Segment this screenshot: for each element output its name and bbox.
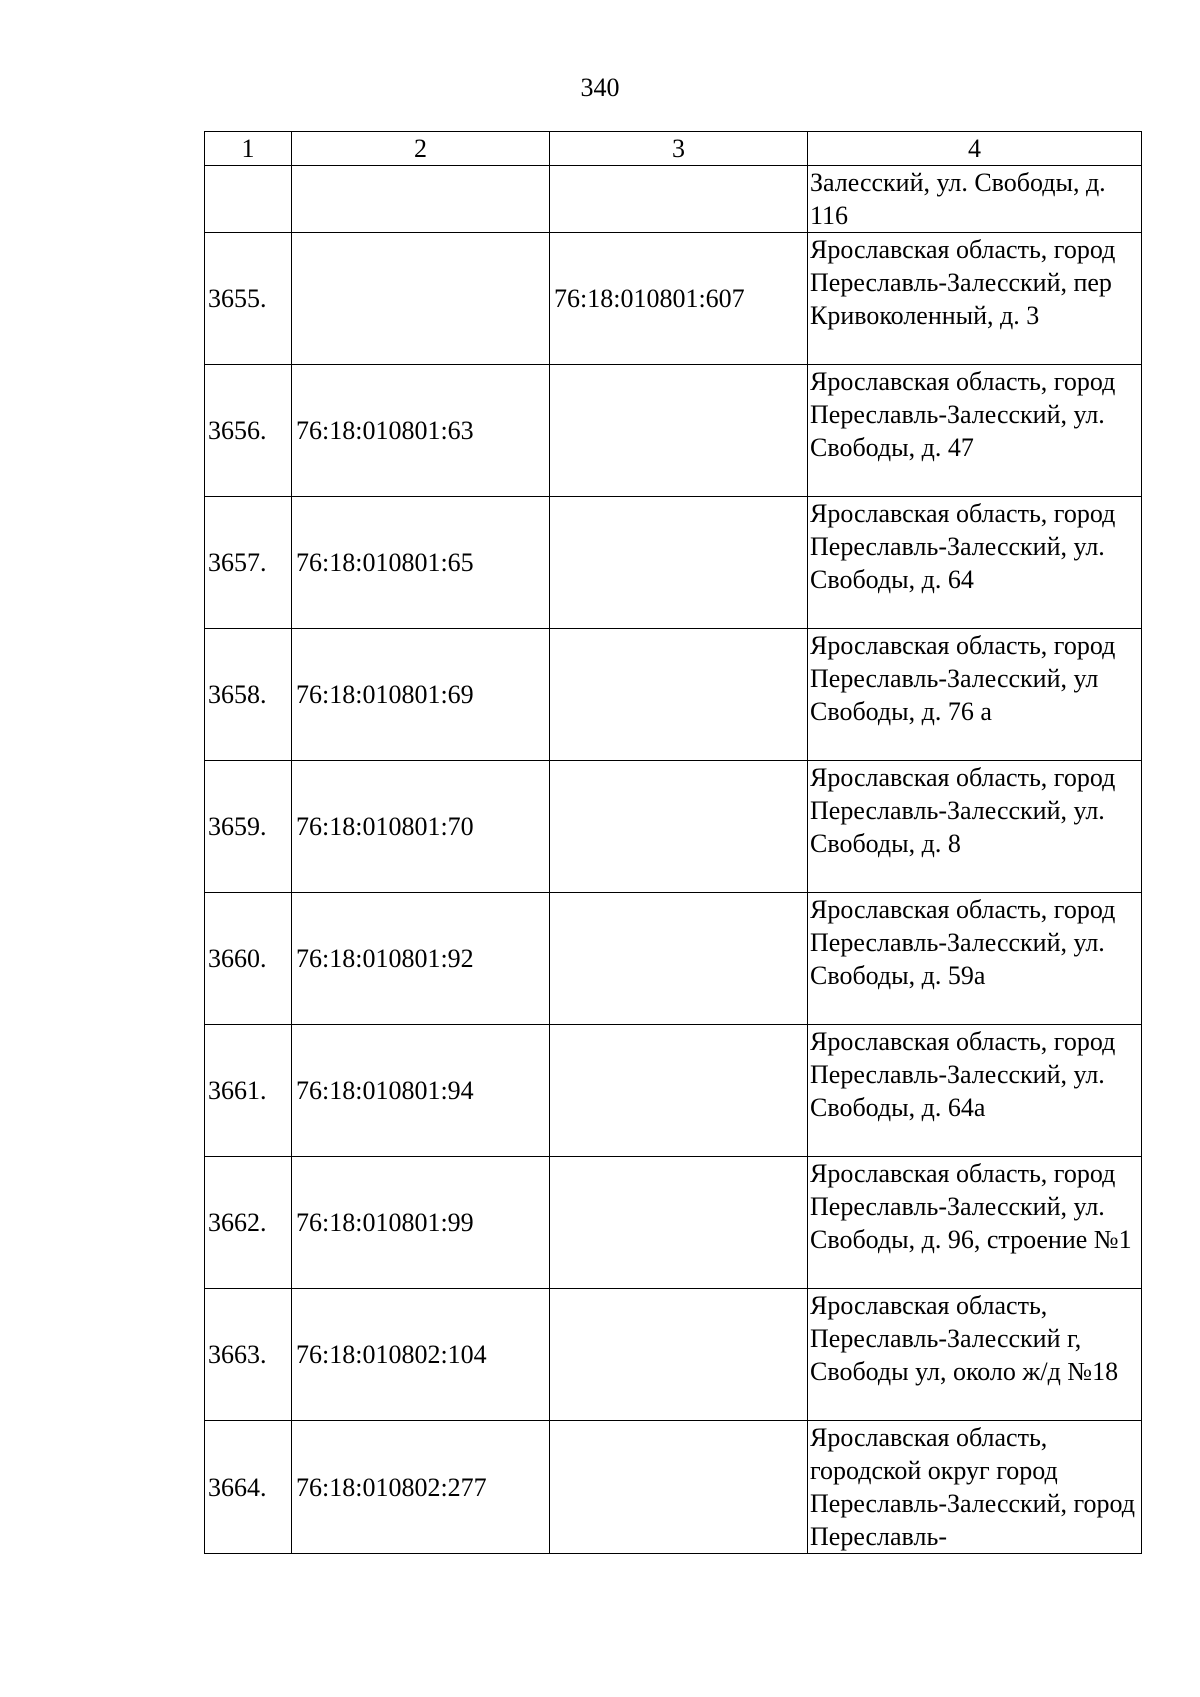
registry-table [204,131,1142,1554]
cadastral-number-col2: 76:18:010801:92 [292,893,550,1025]
row-number: 3658. [205,629,292,761]
header-col-1: 1 [205,132,292,166]
cadastral-number-col3 [550,497,808,629]
header-col-3: 3 [550,132,808,166]
address-cell: Ярославская область, город Переславль-Залесский, пер Кривоколенный, д. 3 [808,233,1142,365]
cadastral-number-col2 [292,166,550,233]
table-row [205,365,1142,497]
row-number: 3664. [205,1421,292,1554]
row-number: 3663. [205,1289,292,1421]
address-cell: Ярославская область, город Переславль-Залесский, ул. Свободы, д. 59а [808,893,1142,1025]
cadastral-number-col3 [550,629,808,761]
address-cell: Ярославская область, город Переславль-Залесский, ул Свободы, д. 76 а [808,629,1142,761]
table-row [205,1025,1142,1157]
cadastral-number-col2: 76:18:010802:277 [292,1421,550,1554]
table-row [205,1289,1142,1421]
page-number: 340 [580,73,620,102]
address-cell: Ярославская область, город Переславль-Залесский, ул. Свободы, д. 64а [808,1025,1142,1157]
cadastral-number-col3: 76:18:010801:607 [550,233,808,365]
cadastral-number-col3 [550,1157,808,1289]
table-row [205,1421,1142,1554]
address-cell: Ярославская область, город Переславль-Залесский, ул. Свободы, д. 47 [808,365,1142,497]
row-number: 3657. [205,497,292,629]
cadastral-number-col2: 76:18:010801:70 [292,761,550,893]
table-row [205,893,1142,1025]
table-row [205,497,1142,629]
cadastral-number-col2: 76:18:010801:99 [292,1157,550,1289]
row-number: 3662. [205,1157,292,1289]
address-cell: Ярославская область, город Переславль-Залесский, ул. Свободы, д. 64 [808,497,1142,629]
row-number: 3661. [205,1025,292,1157]
cadastral-number-col3 [550,1025,808,1157]
cadastral-number-col3 [550,166,808,233]
address-cell: Ярославская область, Переславль-Залесский г, Свободы ул, около ж/д №18 [808,1289,1142,1421]
row-number [205,166,292,233]
row-number: 3655. [205,233,292,365]
address-cell: Ярославская область, городской округ город Переславль-Залесский, город Переславль- [808,1421,1142,1554]
table-row-continuation [205,166,1142,233]
table-row [205,761,1142,893]
address-cell: Ярославская область, город Переславль-Залесский, ул. Свободы, д. 96, строение №1 [808,1157,1142,1289]
cadastral-number-col3 [550,1421,808,1554]
header-col-4: 4 [808,132,1142,166]
cadastral-number-col2: 76:18:010801:94 [292,1025,550,1157]
table-row [205,233,1142,365]
cadastral-number-col3 [550,761,808,893]
row-number: 3656. [205,365,292,497]
cadastral-number-col2: 76:18:010801:69 [292,629,550,761]
row-number: 3660. [205,893,292,1025]
table-row [205,629,1142,761]
header-row [205,132,1142,166]
table-header [205,132,1142,166]
cadastral-number-col2: 76:18:010801:65 [292,497,550,629]
header-col-2: 2 [292,132,550,166]
row-number: 3659. [205,761,292,893]
cadastral-number-col2: 76:18:010802:104 [292,1289,550,1421]
cadastral-number-col2: 76:18:010801:63 [292,365,550,497]
table-body [205,166,1142,1554]
cadastral-number-col3 [550,893,808,1025]
cadastral-number-col3 [550,365,808,497]
cadastral-number-col3 [550,1289,808,1421]
table-row [205,1157,1142,1289]
cadastral-number-col2 [292,233,550,365]
address-cell: Ярославская область, город Переславль-Залесский, ул. Свободы, д. 8 [808,761,1142,893]
address-cell: Залесский, ул. Свободы, д. 116 [808,166,1142,233]
